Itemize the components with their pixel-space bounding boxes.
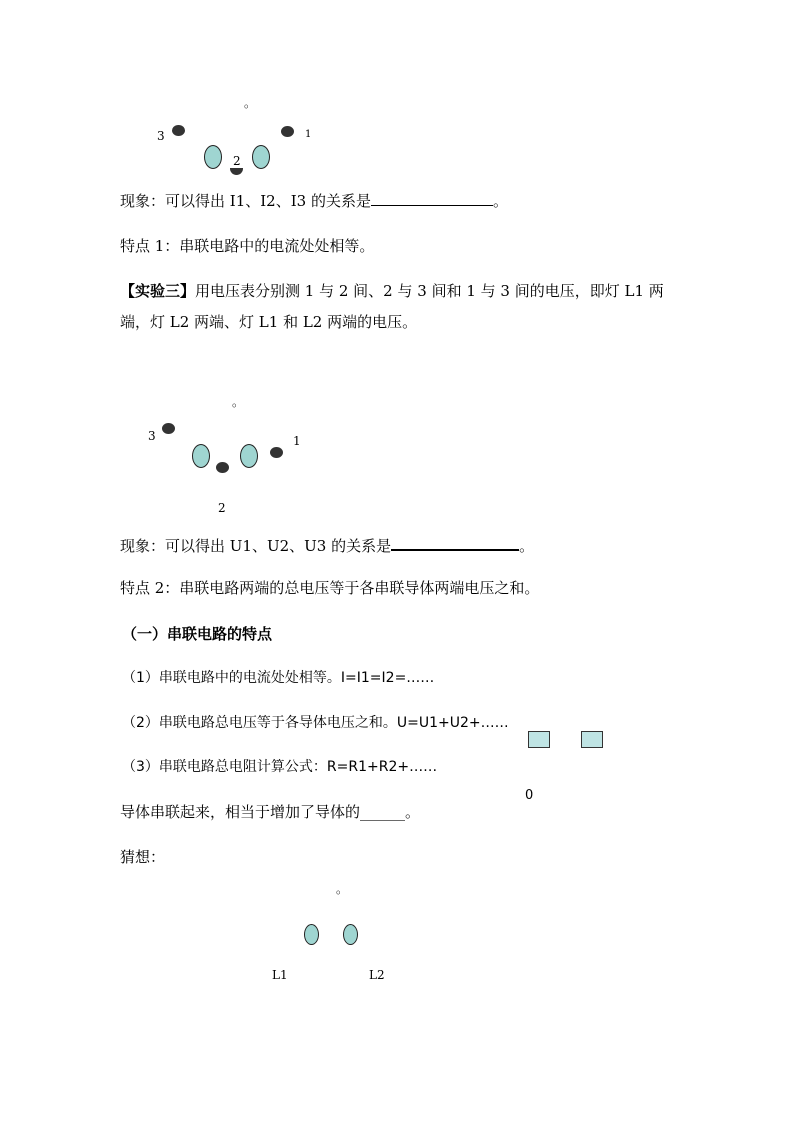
feature-1: 特点 1：串联电路中的电流处处相等。: [120, 237, 375, 255]
diagram2-terminal-3: [162, 423, 175, 434]
diagram2-node-3-label: 3: [148, 429, 156, 443]
diagram2-lamp-l2: [240, 444, 258, 468]
diagram2-node-1-label: 1: [293, 434, 301, 448]
phenomenon-current-text: 现象：可以得出 I1、I2、I3 的关系是: [120, 192, 371, 210]
phenomenon-voltage-text: 现象：可以得出 U1、U2、U3 的关系是: [120, 537, 392, 555]
diagram2-terminal-2: [216, 462, 229, 473]
diagram1-terminal-2: [230, 168, 243, 175]
diagram2-terminal-1: [270, 447, 283, 458]
guess-label: 猜想：: [120, 848, 166, 866]
diagram1-terminal-1: [281, 126, 294, 137]
diagram2-node-2-label: 2: [218, 501, 226, 515]
diagram1-lamp-l1: [204, 145, 222, 169]
answer-blank-current[interactable]: [371, 191, 493, 206]
feature-2: 特点 2：串联电路两端的总电压等于各串联导体两端电压之和。: [120, 579, 540, 597]
resistor-box-1: [528, 731, 550, 748]
diagram2-circle-mark: 。: [232, 395, 245, 409]
conclusion-text: 导体串联起来，相当于增加了导体的______。: [120, 803, 421, 821]
phenomenon-voltage-period: 。: [519, 537, 535, 555]
section-heading: （一）串联电路的特点: [122, 625, 273, 643]
diagram3-lamp-l1: [304, 924, 319, 945]
experiment-3-title: 【实验三】: [120, 282, 196, 300]
diagram3-label-l1: L1: [272, 968, 288, 979]
diagram1-lamp-l2: [252, 145, 270, 169]
phenomenon-current: [120, 191, 508, 211]
resistor-box-2: [581, 731, 603, 748]
diagram1-node-3-label: 3: [157, 129, 165, 143]
diagram3-lamp-l2: [343, 924, 358, 945]
feature-item-3: （3）串联电路总电阻计算公式：R=R1+R2+……: [122, 759, 438, 775]
experiment-3-text: 用电压表分别测 1 与 2 间、2 与 3 间和 1 与 3 间的电压，即灯 L1 两: [195, 282, 664, 300]
feature-item-2: （2）串联电路总电压等于各导体电压之和。U=U1+U2+……: [122, 715, 509, 731]
phenomenon-voltage: [120, 535, 534, 556]
feature-item-1: （1）串联电路中的电流处处相等。I=I1=I2=……: [122, 670, 435, 686]
diagram1-circle-mark: 。: [244, 96, 257, 110]
diagram1-terminal-3: [172, 125, 185, 136]
zero-mark: 0: [525, 788, 534, 803]
diagram1-node-1-label: 1: [305, 129, 312, 140]
phenomenon-current-period: 。: [492, 192, 508, 210]
diagram3-label-l2: L2: [369, 968, 385, 979]
experiment-3-line-2: 端，灯 L2 两端、灯 L1 和 L2 两端的电压。: [120, 313, 418, 331]
diagram2-lamp-l1: [192, 444, 210, 468]
experiment-3-line-1: [120, 281, 664, 301]
diagram1-node-2-label: 2: [233, 154, 241, 168]
diagram3-circle-mark: 。: [336, 882, 349, 896]
answer-blank-voltage[interactable]: [391, 535, 519, 551]
